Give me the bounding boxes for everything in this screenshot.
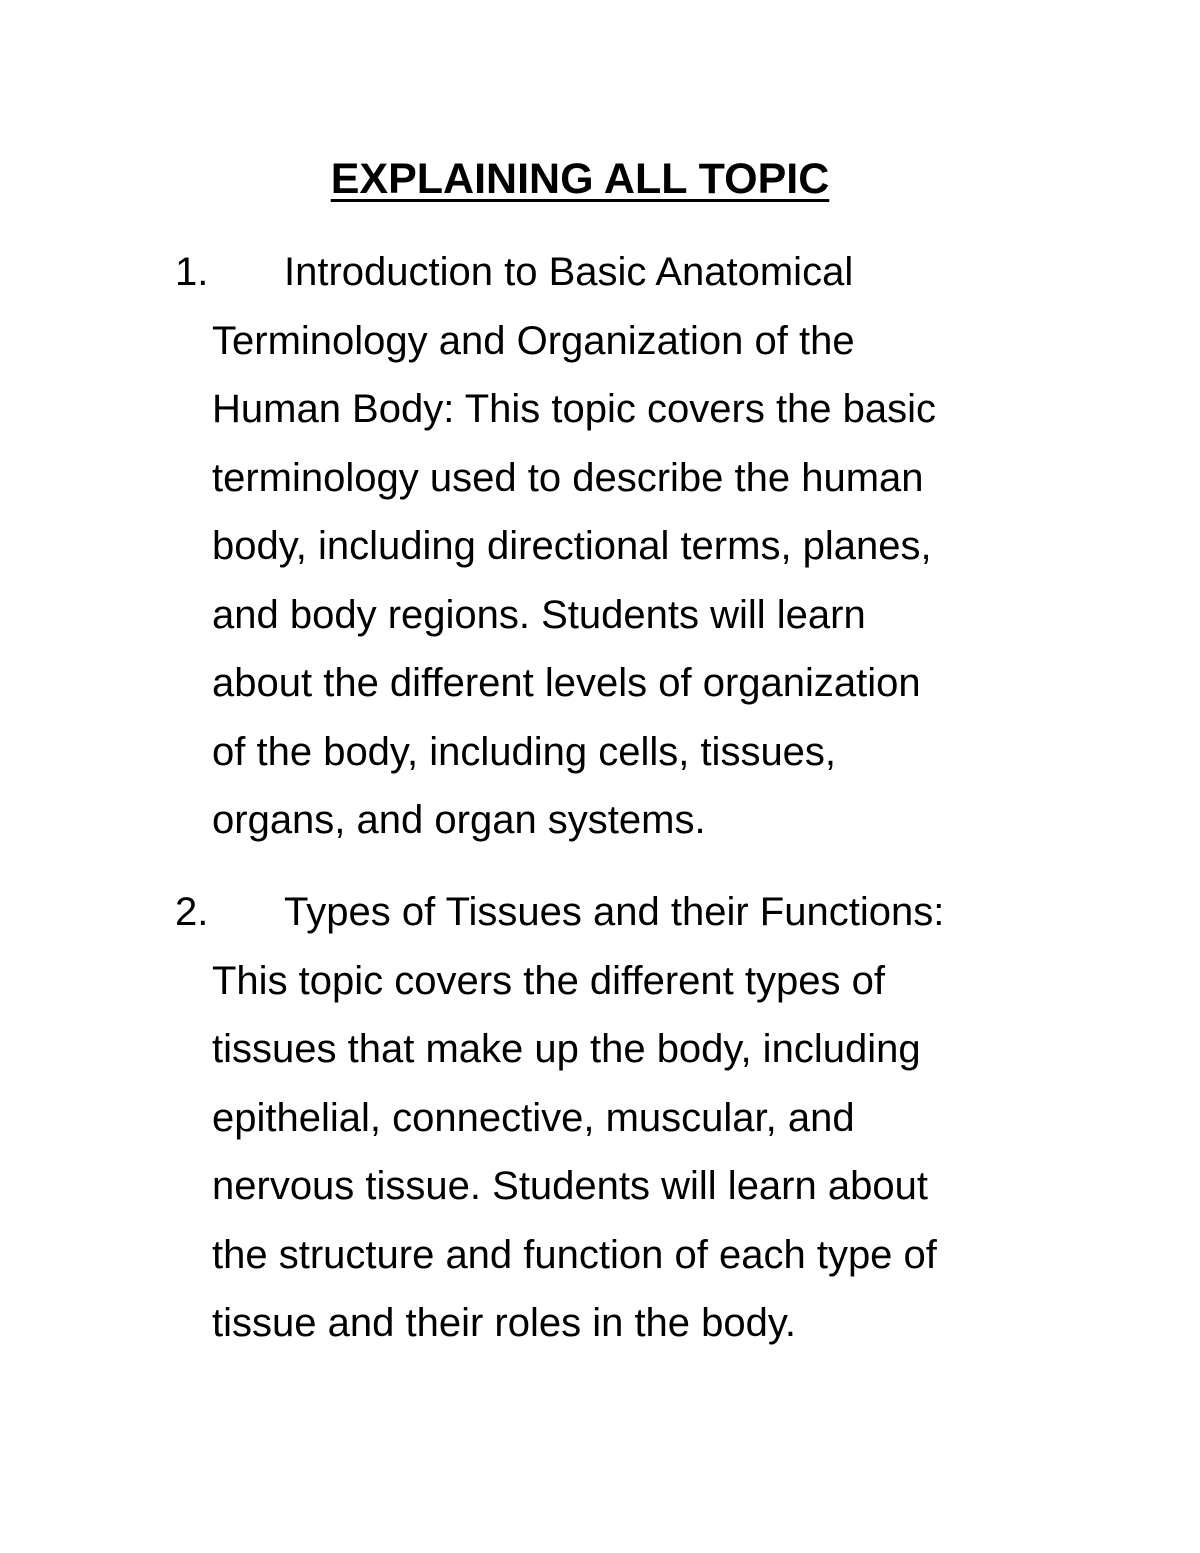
- list-item-line: organs, and organ systems.: [212, 798, 706, 842]
- list-item-line: body, including directional terms, planes,: [212, 524, 932, 568]
- list-item-line: nervous tissue. Students will learn about: [212, 1164, 928, 1208]
- list-item-line: terminology used to describe the human: [212, 455, 924, 500]
- list-item-line: tissue and their roles in the body.: [212, 1301, 797, 1345]
- list-item-number: 2.: [175, 890, 209, 934]
- list-item-number: 1.: [175, 250, 209, 294]
- list-item-line: Terminology and Organization of the: [212, 318, 855, 363]
- list-item-line: and body regions. Students will learn: [212, 592, 866, 637]
- list-item-line: tissues that make up the body, including: [212, 1027, 921, 1071]
- list-item-line: Types of Tissues and their Functions:: [284, 890, 945, 934]
- page-title-text: EXPLAINING ALL TOPIC: [330, 155, 830, 203]
- page-title: [0, 148, 1160, 210]
- list-item-line: Human Body: This topic covers the basic: [212, 387, 937, 431]
- list-item-line: the structure and function of each type of: [212, 1232, 937, 1277]
- list-item-line: This topic covers the different types of: [212, 958, 885, 1003]
- list-item-line: Introduction to Basic Anatomical: [284, 250, 854, 294]
- list-item-line: epithelial, connective, muscular, and: [212, 1095, 855, 1140]
- list-item-line: about the different levels of organization: [212, 661, 921, 705]
- list-item-line: of the body, including cells, tissues,: [212, 729, 837, 774]
